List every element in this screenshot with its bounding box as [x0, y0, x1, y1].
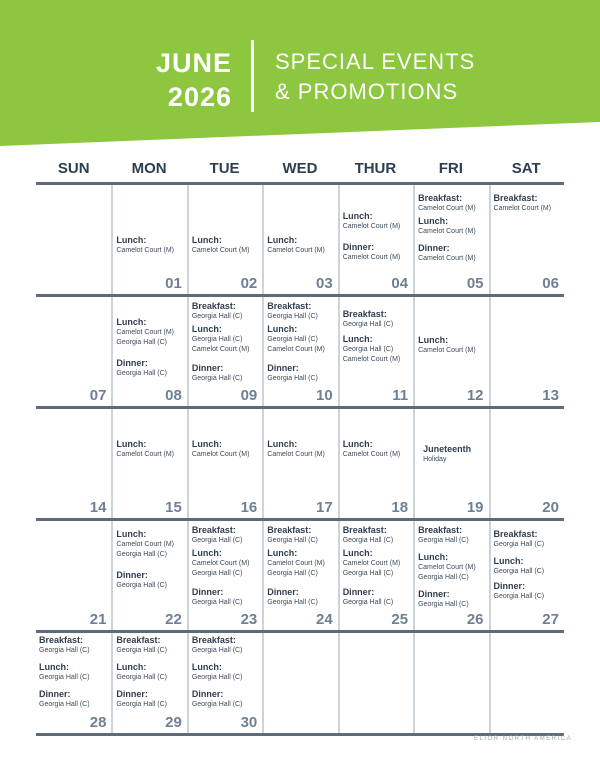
day-events — [343, 439, 411, 464]
meal-entry — [192, 635, 260, 656]
day-number: 23 — [240, 611, 258, 628]
meal-location: Georgia Hall (C) — [493, 593, 545, 600]
page-subtitle — [275, 47, 475, 107]
day-number: 10 — [316, 387, 333, 404]
meal-location: Georgia Hall (C) — [39, 647, 90, 654]
meal-location: Georgia Hall (C) — [191, 701, 243, 708]
day-cell — [338, 633, 413, 733]
weekday-fri: FRI — [438, 160, 463, 177]
meal-entry — [116, 529, 184, 560]
day-cell — [187, 409, 262, 518]
day-cell — [413, 409, 488, 518]
day-cell — [111, 297, 186, 406]
day-cell — [338, 409, 413, 518]
day-number: 27 — [542, 611, 559, 628]
day-cell — [36, 633, 111, 733]
meal-label: Lunch: — [267, 324, 298, 334]
day-number: 03 — [316, 275, 333, 292]
meal-label: Dinner: — [418, 243, 450, 253]
meal-location: Georgia Hall (C) — [493, 568, 545, 575]
meal-entry — [192, 235, 260, 256]
weekday-mon: MON — [131, 160, 167, 177]
meal-location: Camelot Court (M) — [116, 451, 174, 458]
meal-label: Dinner: — [191, 689, 224, 699]
meal-label: Lunch: — [116, 235, 147, 245]
day-number: 11 — [392, 387, 409, 404]
day-cell — [338, 185, 413, 294]
meal-entry — [343, 548, 411, 579]
meal-label: Breakfast: — [39, 635, 84, 645]
meal-entry — [116, 635, 184, 656]
day-events — [116, 439, 184, 464]
meal-entry — [418, 525, 486, 546]
meal-location: Georgia Hall (C) — [191, 537, 243, 544]
meal-entry — [192, 301, 260, 322]
day-cell — [262, 409, 337, 518]
meal-entry — [192, 363, 260, 384]
day-events — [494, 193, 562, 218]
day-cell — [111, 633, 186, 733]
day-cell — [36, 521, 111, 630]
meal-label: Lunch: — [342, 334, 373, 344]
meal-entry — [116, 662, 184, 683]
meal-label: Lunch: — [116, 662, 147, 672]
meal-location: Camelot Court (M) — [191, 247, 250, 254]
holiday-subtitle: Holiday — [423, 456, 447, 463]
day-number: 30 — [240, 714, 258, 731]
meal-location: Georgia Hall (C) — [116, 339, 167, 346]
meal-entry — [267, 363, 335, 384]
day-cell — [111, 185, 186, 294]
meal-location: Georgia Hall (C) — [267, 599, 318, 606]
meal-location: Camelot Court (M) — [418, 205, 476, 212]
day-events — [116, 635, 184, 714]
meal-location: Camelot Court (M) — [493, 205, 552, 212]
day-cell — [36, 185, 111, 294]
day-number: 07 — [89, 387, 107, 404]
day-cell — [489, 297, 564, 406]
day-events — [494, 529, 562, 606]
meal-location: Georgia Hall (C) — [39, 674, 90, 681]
meal-location: Camelot Court (M) — [191, 451, 250, 458]
day-events — [267, 525, 335, 612]
day-number: 16 — [240, 499, 258, 516]
meal-label: Lunch: — [116, 317, 147, 327]
day-number: 13 — [542, 387, 559, 404]
day-number: 09 — [240, 387, 258, 404]
meal-location: Georgia Hall (C) — [191, 570, 243, 577]
title-divider — [251, 40, 254, 112]
meal-label: Dinner: — [39, 689, 71, 699]
weekday-header-row — [36, 160, 564, 182]
day-cell — [187, 521, 262, 630]
subtitle-line-1: SPECIAL EVENTS — [275, 49, 476, 74]
meal-entry — [418, 335, 486, 356]
week-row — [36, 518, 564, 630]
meal-label: Breakfast: — [342, 309, 387, 319]
day-events — [192, 635, 260, 714]
day-events — [116, 235, 184, 260]
day-cell — [489, 633, 564, 733]
meal-entry — [267, 235, 335, 256]
meal-entry — [192, 587, 260, 608]
meal-entry — [418, 193, 486, 214]
meal-label: Lunch: — [267, 439, 298, 449]
day-cell — [262, 297, 337, 406]
day-events — [116, 529, 184, 595]
meal-label: Breakfast: — [493, 193, 538, 203]
meal-location: Georgia Hall (C) — [267, 313, 318, 320]
day-number: 28 — [89, 714, 107, 731]
weekday-thur: THUR — [354, 160, 397, 177]
meal-entry — [267, 525, 335, 546]
day-events — [418, 443, 486, 465]
header-banner — [0, 0, 600, 150]
meal-label: Dinner: — [493, 581, 526, 591]
meal-location: Georgia Hall (C) — [267, 570, 318, 577]
meal-location: Georgia Hall (C) — [116, 674, 167, 681]
day-number: 21 — [89, 611, 107, 628]
day-number: 14 — [89, 499, 107, 516]
meal-location: Camelot Court (M) — [191, 560, 250, 567]
meal-label: Dinner: — [191, 363, 224, 373]
meal-location: Georgia Hall (C) — [342, 537, 394, 544]
meal-entry — [116, 439, 184, 460]
day-number: 17 — [316, 499, 333, 516]
day-cell — [36, 409, 111, 518]
meal-entry — [116, 317, 184, 348]
meal-label: Lunch: — [191, 439, 222, 449]
meal-entry — [267, 587, 335, 608]
meal-location: Georgia Hall (C) — [342, 570, 394, 577]
meal-entry — [39, 635, 109, 656]
meal-location: Camelot Court (M) — [116, 247, 174, 254]
day-number: 26 — [466, 611, 484, 628]
day-number: 02 — [240, 275, 258, 292]
meal-label: Lunch: — [116, 529, 147, 539]
day-cell — [413, 185, 488, 294]
meal-label: Breakfast: — [116, 635, 161, 645]
week-row — [36, 294, 564, 406]
meal-location: Georgia Hall (C) — [418, 601, 469, 608]
meal-label: Breakfast: — [418, 525, 463, 535]
meal-location: Georgia Hall (C) — [493, 541, 545, 548]
week-row — [36, 182, 564, 294]
day-number: 19 — [466, 499, 484, 516]
meal-entry — [418, 552, 486, 583]
year-label: 2026 — [167, 82, 232, 112]
meal-location: Georgia Hall (C) — [267, 537, 318, 544]
day-events — [192, 439, 260, 464]
day-cell — [413, 633, 488, 733]
day-number: 22 — [165, 611, 182, 628]
meal-label: Lunch: — [191, 324, 222, 334]
day-events — [267, 439, 335, 464]
day-events — [267, 301, 335, 388]
meal-entry — [192, 525, 260, 546]
weekday-tue: TUE — [209, 160, 240, 177]
meal-location: Georgia Hall (C) — [342, 346, 394, 353]
meal-location: Georgia Hall (C) — [116, 370, 167, 377]
meal-location: Georgia Hall (C) — [191, 674, 243, 681]
day-cell — [413, 521, 488, 630]
meal-location: Georgia Hall (C) — [191, 375, 243, 382]
day-cell — [187, 185, 262, 294]
meal-label: Breakfast: — [342, 525, 387, 535]
meal-label: Breakfast: — [267, 525, 312, 535]
meal-entry — [343, 587, 411, 608]
meal-label: Lunch: — [418, 552, 449, 562]
meal-label: Lunch: — [116, 439, 147, 449]
meal-location: Georgia Hall (C) — [116, 647, 167, 654]
subtitle-line-2: & PROMOTIONS — [275, 79, 459, 104]
meal-entry — [494, 581, 562, 602]
meal-location: Camelot Court (M) — [267, 247, 325, 254]
meal-label: Dinner: — [267, 587, 299, 597]
meal-label: Dinner: — [116, 358, 148, 368]
meal-label: Dinner: — [418, 589, 450, 599]
meal-location: Georgia Hall (C) — [191, 313, 243, 320]
meal-location: Georgia Hall (C) — [39, 701, 90, 708]
day-events — [192, 301, 260, 388]
meal-label: Breakfast: — [191, 301, 236, 311]
meal-label: Lunch: — [267, 235, 298, 245]
meal-entry — [192, 439, 260, 460]
day-number: 18 — [391, 499, 409, 516]
meal-entry — [192, 548, 260, 579]
weekday-sun: SUN — [57, 160, 90, 177]
footer-brand: ELIOR NORTH AMERICA — [474, 736, 573, 742]
day-cell — [338, 521, 413, 630]
meal-entry — [192, 689, 260, 710]
meal-entry — [343, 439, 411, 460]
meal-location: Georgia Hall (C) — [267, 336, 318, 343]
day-number: 24 — [316, 611, 333, 628]
day-number: 20 — [542, 499, 559, 516]
meal-location: Camelot Court (M) — [418, 347, 476, 354]
day-cell — [489, 185, 564, 294]
month-label: JUNE — [155, 48, 232, 78]
meal-entry — [494, 529, 562, 550]
meal-label: Dinner: — [116, 570, 148, 580]
day-events — [343, 211, 411, 267]
meal-label: Lunch: — [191, 662, 222, 672]
meal-location: Georgia Hall (C) — [418, 537, 469, 544]
meal-label: Dinner: — [267, 363, 299, 373]
holiday-title: Juneteenth — [423, 444, 472, 454]
meal-label: Lunch: — [418, 216, 449, 226]
meal-location: Camelot Court (M) — [116, 541, 174, 548]
week-row — [36, 630, 564, 736]
day-events — [418, 193, 486, 268]
meal-location: Georgia Hall (C) — [267, 375, 318, 382]
weekday-sat: SAT — [511, 160, 541, 177]
meal-label: Lunch: — [342, 439, 373, 449]
day-number: 06 — [542, 275, 559, 292]
meal-entry — [116, 358, 184, 379]
meal-location: Camelot Court (M) — [342, 356, 401, 363]
meal-entry — [494, 556, 562, 577]
meal-location: Camelot Court (M) — [418, 255, 476, 262]
meal-location: Camelot Court (M) — [418, 228, 476, 235]
day-number: 04 — [391, 275, 409, 292]
meal-label: Lunch: — [191, 235, 222, 245]
day-cell — [338, 297, 413, 406]
day-events — [39, 635, 109, 714]
meal-label: Lunch: — [191, 548, 222, 558]
day-number: 25 — [391, 611, 409, 628]
meal-location: Camelot Court (M) — [342, 451, 401, 458]
meal-label: Dinner: — [116, 689, 148, 699]
meal-entry — [116, 689, 184, 710]
day-events — [418, 525, 486, 614]
meal-entry — [39, 689, 109, 710]
meal-entry — [343, 309, 411, 330]
meal-entry — [39, 662, 109, 683]
meal-entry — [343, 525, 411, 546]
weekday-wed: WED — [282, 160, 318, 177]
day-cell — [187, 297, 262, 406]
meal-label: Dinner: — [191, 587, 224, 597]
day-cell — [262, 521, 337, 630]
meal-location: Georgia Hall (C) — [191, 599, 243, 606]
meal-label: Lunch: — [39, 662, 69, 672]
meal-location: Georgia Hall (C) — [191, 647, 243, 654]
day-number: 05 — [466, 275, 484, 292]
meal-entry — [343, 334, 411, 365]
meal-entry — [343, 211, 411, 232]
meal-location: Georgia Hall (C) — [116, 701, 167, 708]
meal-location: Camelot Court (M) — [342, 223, 401, 230]
day-events — [343, 525, 411, 612]
month-year-title — [140, 46, 232, 114]
day-cell — [111, 521, 186, 630]
day-cell — [262, 185, 337, 294]
day-events — [267, 235, 335, 260]
meal-location: Camelot Court (M) — [418, 564, 476, 571]
meal-label: Breakfast: — [191, 525, 236, 535]
day-events — [116, 317, 184, 383]
day-cell — [187, 633, 262, 733]
day-events — [418, 335, 486, 360]
meal-location: Georgia Hall (C) — [342, 321, 394, 328]
day-number: 12 — [466, 387, 484, 404]
day-events — [343, 309, 411, 369]
meal-entry — [116, 235, 184, 256]
meal-entry — [343, 242, 411, 263]
meal-label: Lunch: — [418, 335, 449, 345]
day-events — [192, 235, 260, 260]
meal-label: Breakfast: — [191, 635, 236, 645]
meal-location: Camelot Court (M) — [191, 346, 250, 353]
meal-entry — [192, 324, 260, 355]
meal-location: Georgia Hall (C) — [342, 599, 394, 606]
day-cell — [36, 297, 111, 406]
day-number: 15 — [165, 499, 182, 516]
meal-entry — [267, 301, 335, 322]
calendar-grid — [36, 182, 564, 736]
meal-label: Breakfast: — [493, 529, 538, 539]
meal-entry — [418, 216, 486, 237]
meal-location: Camelot Court (M) — [267, 451, 325, 458]
day-cell — [262, 633, 337, 733]
meal-entry — [418, 589, 486, 610]
meal-entry — [192, 662, 260, 683]
week-row — [36, 406, 564, 518]
day-number: 01 — [165, 275, 182, 292]
meal-location: Georgia Hall (C) — [418, 574, 469, 581]
meal-location: Camelot Court (M) — [267, 560, 325, 567]
meal-location: Camelot Court (M) — [342, 254, 401, 261]
meal-entry — [267, 439, 335, 460]
meal-label: Dinner: — [342, 242, 375, 252]
meal-label: Breakfast: — [418, 193, 463, 203]
meal-label: Lunch: — [342, 211, 373, 221]
meal-entry — [116, 570, 184, 591]
meal-location: Camelot Court (M) — [267, 346, 325, 353]
meal-location: Georgia Hall (C) — [191, 336, 243, 343]
day-events — [192, 525, 260, 612]
meal-location: Georgia Hall (C) — [116, 551, 167, 558]
day-cell — [489, 409, 564, 518]
meal-entry — [418, 243, 486, 264]
day-cell — [111, 409, 186, 518]
meal-label: Breakfast: — [267, 301, 312, 311]
meal-label: Lunch: — [342, 548, 373, 558]
day-cell — [489, 521, 564, 630]
meal-label: Dinner: — [342, 587, 375, 597]
meal-entry — [267, 324, 335, 355]
meal-label: Lunch: — [493, 556, 524, 566]
meal-entry — [267, 548, 335, 579]
meal-label: Lunch: — [267, 548, 298, 558]
meal-location: Georgia Hall (C) — [116, 582, 167, 589]
day-number: 29 — [165, 714, 182, 731]
meal-location: Camelot Court (M) — [116, 329, 174, 336]
day-number: 08 — [165, 387, 182, 404]
meal-entry — [494, 193, 562, 214]
day-cell — [413, 297, 488, 406]
meal-location: Camelot Court (M) — [342, 560, 401, 567]
